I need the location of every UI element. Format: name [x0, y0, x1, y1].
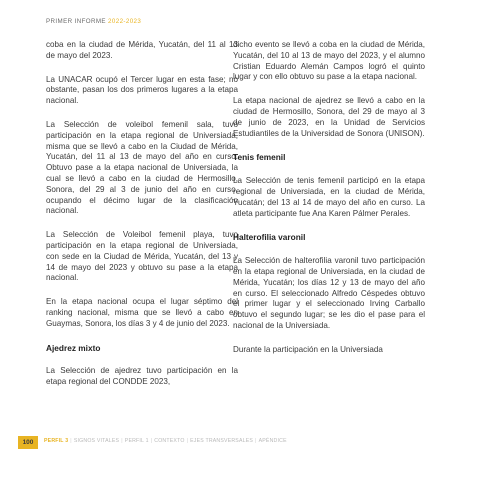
paragraph: La Selección de ajedrez tuvo participación en la etapa regional del CONDDE 2023,	[46, 366, 238, 387]
nav-item-signos-vitales[interactable]: SIGNOS VITALES	[73, 438, 120, 444]
header-years: 2022-2023	[108, 18, 142, 25]
nav-item-perfil-3[interactable]: PERFIL 3	[44, 438, 69, 444]
page-footer	[0, 434, 480, 450]
nav-separator: |	[121, 438, 123, 444]
nav-item-apendice[interactable]: APÉNDICE	[258, 438, 287, 444]
paragraph: La Selección de voleibol femenil sala, tuvo participación en la etapa regional de Universiada, misma que se llevó a cabo en la Ciudad de Mérida, Yucatán, del 11 al 13 de mayo del año en curso. Obtuvo pase a la etapa nacional de Universiada, la cual se llevó a cabo en la ciudad de Hermosillo, Sonora, del 29 al 3 de junio del año en curso, ocupando el décimo lugar de la clasificación nacional.	[46, 119, 238, 216]
paragraph: La etapa nacional de ajedrez se llevó a cabo en la ciudad de Hermosillo, Sonora, del 29 de mayo al 3 de junio de 2023, en la Unidad de Servicios Estudiantiles de la Universidad de Sonora (UNISON).	[233, 96, 425, 138]
paragraph: La Selección de Voleibol femenil playa, tuvo participación en la etapa regional de Universiada, con sede en la Ciudad de Mérida, Yucatán, del 13 y 14 de mayo del 2023 y obtuvo su pase a la etapa nacional.	[46, 230, 238, 283]
paragraph: La Selección de halterofilia varonil tuvo participación en la etapa regional de Universiada, en la ciudad de Mérida, Yucatán; los días 12 y 13 de mayo del año en curso. El seleccionado Alfredo Céspedes obtuvo el primer lugar y el seleccionado Irving Carballo obtuvo el segundo lugar; se les dio el pase para el nacional de la Universiada.	[233, 256, 425, 330]
left-column	[46, 40, 238, 401]
paragraph: En la etapa nacional ocupa el lugar séptimo del ranking nacional, misma que se llevó a cabo en Guaymas, Sonora, los días 3 y 4 de junio del 2023.	[46, 297, 238, 328]
nav-item-contexto[interactable]: CONTEXTO	[154, 438, 185, 444]
section-heading-ajedrez: Ajedrez mixto	[46, 342, 101, 353]
section-nav	[44, 438, 287, 444]
running-header	[46, 18, 141, 25]
paragraph: Durante la participación en la Universiada	[233, 344, 383, 354]
nav-item-ejes-transversales[interactable]: EJES TRANSVERSALES	[190, 438, 254, 444]
header-label: PRIMER INFORME	[46, 18, 106, 25]
paragraph: La Selección de tenis femenil participó en la etapa regional de Universiada, en la ciudad de Mérida, Yucatán; del 13 al 14 de mayo del año en curso. La atleta participante fue Ana Karen Pálmer Perales.	[233, 176, 425, 218]
nav-separator: |	[186, 438, 189, 444]
section-heading-halterofilia: Halterofilia varonil	[233, 232, 306, 243]
nav-separator: |	[70, 438, 72, 444]
paragraph: dicho evento se llevó a coba en la ciudad de Mérida, Yucatán, del 10 al 13 de mayo del 2023, y el alumno Cristian Eduardo Alemán Campos logró el quinto lugar y con ello obtuvo su pase a la etapa nacional.	[233, 40, 425, 82]
nav-separator: |	[255, 438, 257, 444]
paragraph: La UNACAR ocupó el Tercer lugar en esta fase; no obstante, pasan los dos primeros lugares a la etapa nacional.	[46, 74, 238, 106]
paragraph: coba en la ciudad de Mérida, Yucatán, del 11 al 13 de mayo del 2023.	[46, 40, 238, 60]
section-heading-tenis: Tenis femenil	[233, 152, 286, 163]
nav-separator: |	[150, 438, 153, 444]
right-column	[233, 40, 425, 369]
nav-item-perfil-1[interactable]: PERFIL 1	[124, 438, 149, 444]
page-number: 100	[18, 436, 38, 449]
